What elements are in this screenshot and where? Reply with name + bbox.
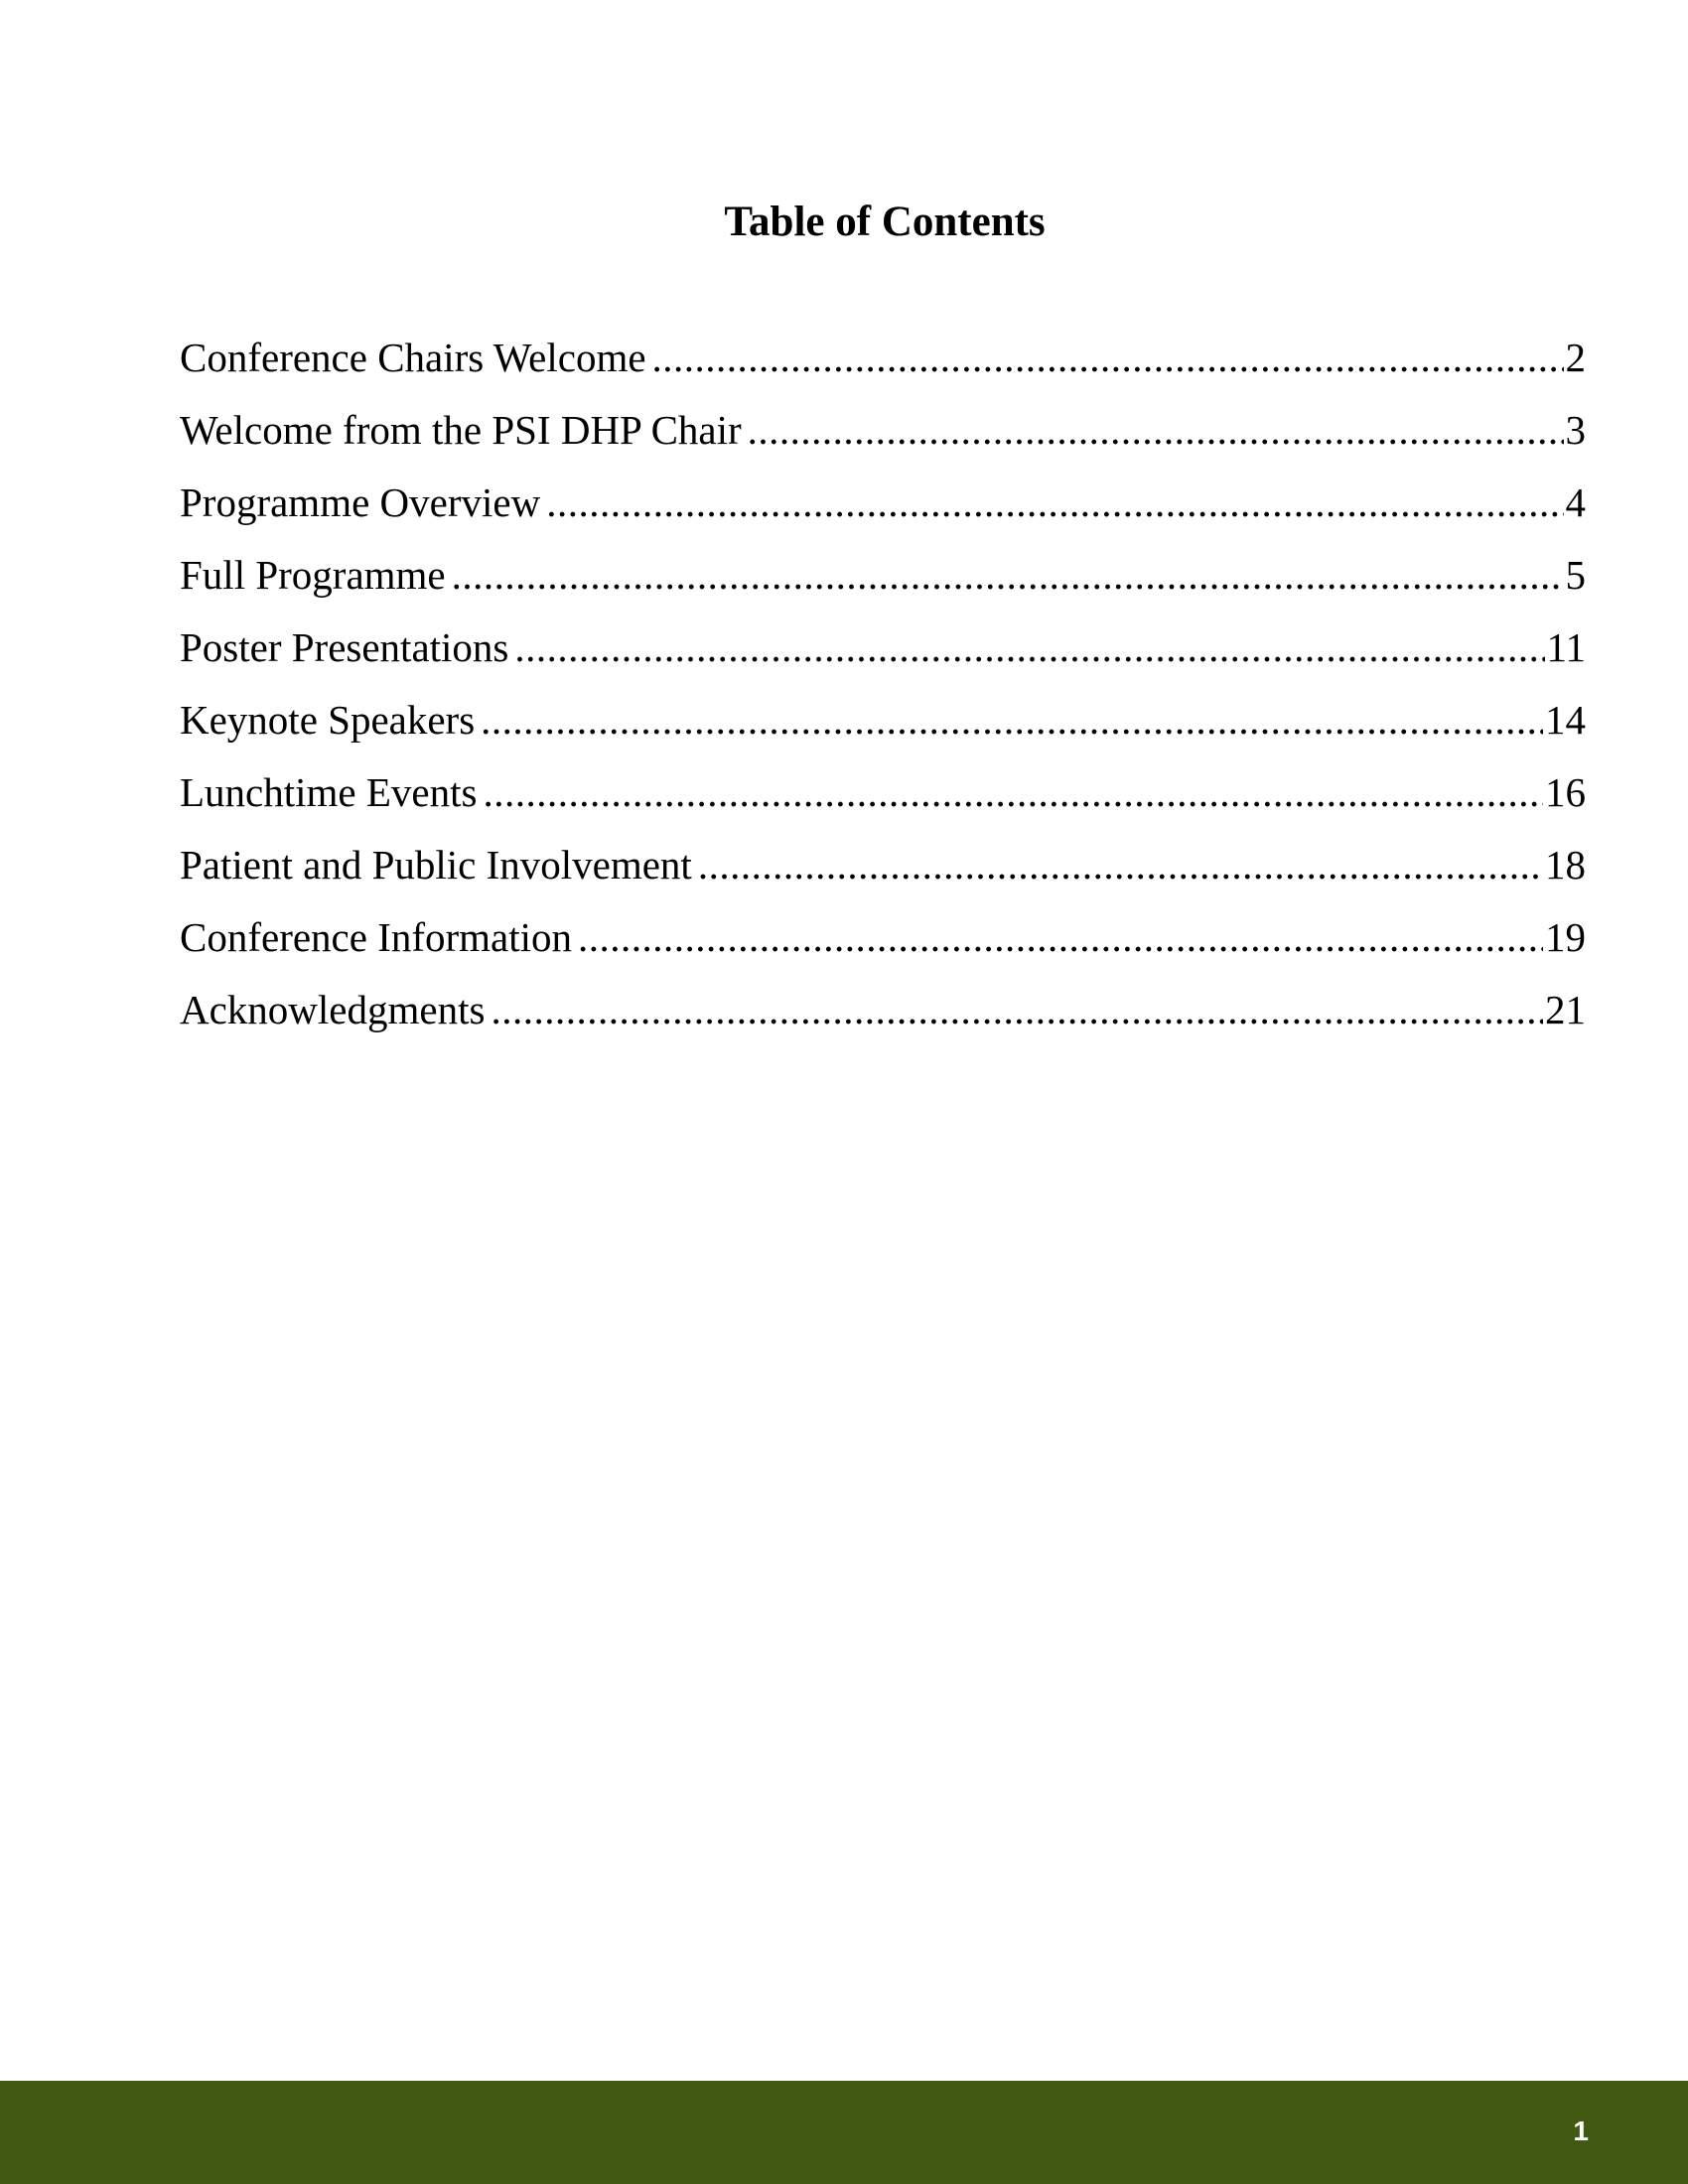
toc-entry-acknowledgments[interactable] [180, 980, 1586, 1052]
toc-entry-label: Poster Presentations [180, 624, 509, 670]
toc-entry-page: 5 [1565, 552, 1586, 598]
dot-leader [491, 980, 1543, 1039]
dot-leader [546, 473, 1563, 532]
toc-entry-label: Conference Chairs Welcome [180, 335, 646, 380]
toc-entry-label: Acknowledgments [180, 987, 486, 1032]
toc-entry-label: Full Programme [180, 552, 446, 598]
toc-entry-conference-information[interactable] [180, 907, 1586, 980]
toc-entry-keynote-speakers[interactable] [180, 690, 1586, 762]
toc-entry-page: 2 [1565, 335, 1586, 380]
toc-entry-label: Lunchtime Events [180, 769, 478, 815]
dot-leader [452, 545, 1564, 605]
toc-list [180, 328, 1586, 1052]
toc-entry-page: 3 [1565, 407, 1586, 453]
toc-entry-page: 18 [1545, 842, 1586, 887]
page-title: Table of Contents [724, 199, 1046, 245]
footer-bar [0, 2081, 1688, 2184]
toc-entry-label: Patient and Public Involvement [180, 842, 692, 887]
dot-leader [481, 690, 1543, 750]
toc-entry-conference-chairs-welcome[interactable] [180, 328, 1586, 400]
dot-leader [698, 835, 1543, 894]
toc-entry-page: 21 [1545, 987, 1586, 1032]
dot-leader [578, 907, 1543, 967]
toc-entry-page: 19 [1545, 914, 1586, 960]
toc-entry-patient-public-involvement[interactable] [180, 835, 1586, 907]
toc-entry-programme-overview[interactable] [180, 473, 1586, 545]
toc-entry-lunchtime-events[interactable] [180, 762, 1586, 835]
toc-entry-welcome-psi-dhp-chair[interactable] [180, 400, 1586, 473]
dot-leader [483, 762, 1543, 822]
toc-entry-page: 14 [1545, 697, 1586, 743]
toc-entry-page: 11 [1546, 624, 1586, 670]
toc-entry-page: 16 [1545, 769, 1586, 815]
footer-page-number: 1 [1573, 2116, 1589, 2146]
toc-entry-full-programme[interactable] [180, 545, 1586, 617]
toc-entry-label: Conference Information [180, 914, 573, 960]
dot-leader [748, 400, 1564, 460]
toc-entry-page: 4 [1565, 479, 1586, 525]
dot-leader [514, 617, 1544, 677]
toc-entry-poster-presentations[interactable] [180, 617, 1586, 690]
toc-entry-label: Welcome from the PSI DHP Chair [180, 407, 742, 453]
dot-leader [652, 328, 1564, 387]
toc-entry-label: Keynote Speakers [180, 697, 476, 743]
toc-entry-label: Programme Overview [180, 479, 541, 525]
